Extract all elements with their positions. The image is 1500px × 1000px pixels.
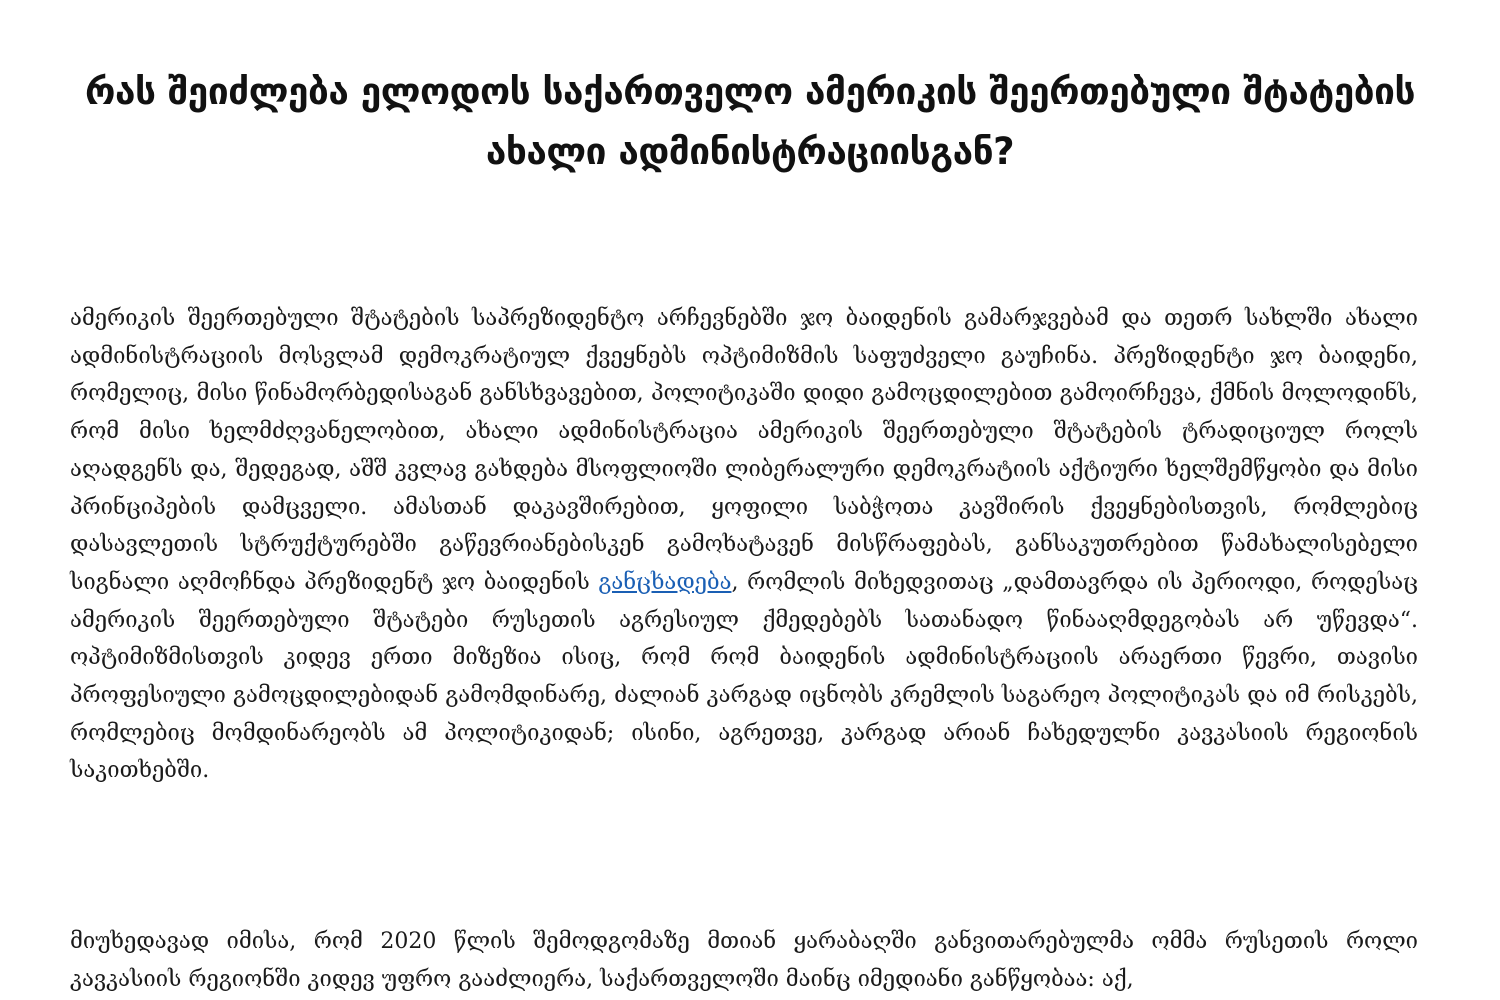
paragraph-intro (70, 300, 1418, 790)
paragraph-intro-text-after-link: , რომლის მიხედვითაც „დამთავრდა ის პერიოდი, როდესაც ამერიკის შეერთებული შტატები რუსეთის აგრესიულ ქმედებებს სათანადო წინააღმდეგობას არ უწევდა“. ოპტიმიზმისთვის კიდევ ერთი მიზეზია ისიც, რომ რომ ბაიდენის ადმინისტრაციის არაერთი წევრი, თავისი პროფესიული გამოცდილებიდან გამომდინარე, ძალიან კარგად იცნობს კრემლის საგარეო პოლიტიკას და იმ რისკებს, რომლებიც მომდინარეობს ამ პოლიტიკიდან; ისინი, აგრეთვე, კარგად არიან ჩახედულნი კავკასიის რეგიონის საკითხებში. (70, 569, 1418, 784)
paragraph-second: მიუხედავად იმისა, რომ 2020 წლის შემოდგომაზე მთიან ყარაბაღში განვითარებულმა ომმა რუსეთის როლი კავკასიის რეგიონში კიდევ უფრო გააძლიერა, საქართველოში მაინც იმედიანი განწყობაა: აქ, (70, 929, 1418, 992)
paragraph-intro-text-before-link: ამერიკის შეერთებული შტატების საპრეზიდენტო არჩევნებში ჯო ბაიდენის გამარჯვებამ და თეთრ სახლში ახალი ადმინისტრაციის მოსვლამ დემოკრატიულ ქვეყნებს ოპტიმიზმის საფუძველი გაუჩინა. პრეზიდენტი ჯო ბაიდენი, რომელიც, მისი წინამორბედისაგან განსხვავებით, პოლიტიკაში დიდი გამოცდილებით გამოირჩევა, ქმნის მოლოდინს, რომ მისი ხელმძღვანელობით, ახალი ადმინისტრაცია ამერიკის შეერთებული შტატების ტრადიციულ როლს აღადგენს და, შედეგად, აშშ კვლავ გახდება მსოფლიოში ლიბერალური დემოკრატიის აქტიური ხელშემწყობი და მისი პრინციპების დამცველი. ამასთან დაკავშირებით, ყოფილი საბჭოთა კავშირის ქვეყნებისთვის, რომლებიც დასავლეთის სტრუქტურებში გაწევრიანებისკენ გამოხატავენ მისწრაფებას, განსაკუთრებით წამახალისებელი სიგნალი აღმოჩნდა პრეზიდენტ ჯო ბაიდენის (70, 306, 1418, 595)
document-title: რას შეიძლება ელოდოს საქართველო ამერიკის შეერთებული შტატების ახალი ადმინისტრაციისგან? (85, 70, 1415, 173)
statement-link[interactable]: განცხადება (598, 569, 732, 595)
